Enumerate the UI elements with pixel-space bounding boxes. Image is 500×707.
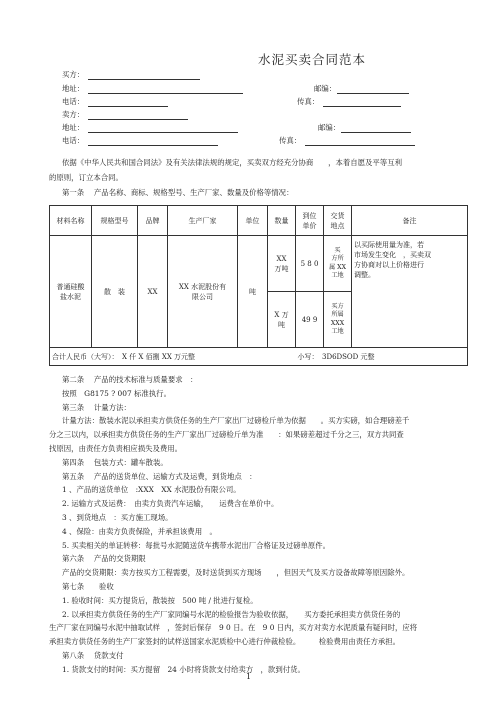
body-line: 2. 以承担卖方供货任务的生产厂家同编号水泥的检验报告为验收依据， 买方委托承担卖方供货任务的 [62, 609, 401, 619]
cell-row2-price: 49 9 [296, 292, 324, 348]
body-line: 产品的交货期限：卖方按买方工程需要，及时送货到买方现场 ，但因天气及买方设备故障等原因除外。 [62, 568, 410, 578]
preamble-line-1: 依据《中华人民共和国合同法》及有关法律法规的规定，买卖双方经充分协商 ，本着自愿及平等互利 [62, 158, 402, 167]
buyer-phone-blank [88, 106, 168, 107]
seller-phone-label: 电话： [62, 136, 85, 145]
seller-fax-label: 传真： [279, 136, 302, 145]
seller-fax-blank [305, 145, 415, 146]
buyer-postcode-label: 邮编： [314, 84, 337, 93]
product-table [49, 205, 468, 366]
header-price: 到位 单价 [296, 206, 324, 236]
cell-row1-place: 买 方所 属 XX 工地 [324, 236, 352, 292]
body-line: 找原因，由责任方负责相应损失及费用。 [49, 444, 183, 453]
body-line: 生产厂家在同编号水泥中抽取试样 ，签封后保存 9 0 日。在 9 0 日内，买方对卖方水泥质量有疑问时，应将 [49, 623, 418, 633]
seller-postcode-blank [341, 132, 411, 133]
header-brand: 品牌 [138, 206, 168, 236]
body-line: 第六条 产品的交货期限 [62, 554, 146, 564]
body-line: 1 、产品的送货单位 :XXX XX 水泥股份有限公司。 [62, 485, 241, 495]
body-line: 2. 运输方式及运费： 由卖方负责汽车运输， 运费含在单价中。 [62, 499, 279, 509]
buyer-address-blank [88, 93, 243, 94]
body-line: 3 、到货地点 ：买方施工现场。 [62, 513, 173, 522]
total-lowercase: 小写： 3D6DSOD 元整 [296, 348, 468, 366]
cell-spec: 散 装 [92, 236, 138, 348]
body-line: 第五条 产品的送货单位、运输方式及运费，到货地点 ： [62, 471, 257, 481]
cell-brand: XX [138, 236, 168, 348]
table-header-row [50, 206, 468, 236]
body-line: 分之三以内，以承担卖方供货任务的生产厂家出厂过磅检斤单为准 ：如果磅差超过千分之三，双方共同查 [49, 430, 404, 440]
cell-manufacturer: XX 水泥股份有 限公司 [168, 236, 238, 348]
cell-row1-price: 5 8 0 [296, 236, 324, 292]
cell-row1-quantity: XX 万吨 [268, 236, 296, 292]
body-line: 1. 验收时间：买方提货后，散装按 500 吨 / 批进行复检。 [62, 595, 258, 605]
seller-postcode-label: 邮编： [318, 123, 341, 132]
body-line: 第八条 货款支付 [62, 651, 124, 660]
buyer-phone-label: 电话： [62, 97, 85, 106]
cell-material: 普通硅酸 盐水泥 [50, 236, 92, 348]
header-unit: 单位 [238, 206, 268, 236]
seller-address-blank [88, 132, 238, 133]
body-line: 承担卖方供货任务的生产厂家签封的试样送国家水泥质检中心进行仲裁检验。 检验费用由责任方承担。 [49, 637, 401, 647]
buyer-address-label: 地址： [62, 84, 85, 93]
buyer-blank [88, 79, 200, 80]
total-uppercase: 合计人民币（大写）： X 仟 X 佰捌 XX 万元整 [50, 348, 296, 366]
body-line: 5. 买卖相关的单证转移：每批号水泥随送货车携带水泥出厂合格证及过磅单原件。 [62, 540, 331, 550]
seller-label: 卖方： [62, 110, 85, 119]
page-number: 1 [246, 672, 252, 681]
cell-unit: 吨 [238, 236, 268, 348]
body-line: 第四条 包装方式：罐车散装。 [62, 457, 168, 467]
seller-blank [88, 119, 188, 120]
body-line: 1. 货款支付的时间：买方提留 24 小时将货款支付给卖方 ，款到付货。 [62, 664, 305, 674]
buyer-postcode-blank [337, 93, 409, 94]
buyer-fax-blank [323, 106, 401, 107]
cell-remark: 以买际使用量为准，若 市场发生变化 ，买卖双 方协商对以上价格进行 调整。 [352, 236, 468, 348]
seller-phone-blank [88, 145, 218, 146]
header-quantity: 数量 [268, 206, 296, 236]
body-line: 4 、保险：由卖方负责保险，并承担该费用 。 [62, 526, 217, 536]
seller-address-label: 地址： [62, 123, 85, 132]
header-spec: 规格型号 [92, 206, 138, 236]
header-manufacturer: 生产厂家 [168, 206, 238, 236]
body-line: 计量方法：散装水泥以承担卖方供货任务的生产厂家出厂过磅检斤单为依据 。买方实磅，如合理磅差千 [62, 416, 410, 426]
document-title: 水泥买卖合同范本 [258, 52, 367, 67]
table-row [50, 236, 468, 292]
cell-row2-place: 买方 所属 XXX 工地 [324, 292, 352, 348]
buyer-label: 买方： [62, 70, 85, 79]
buyer-fax-label: 传真： [297, 97, 320, 106]
table-total-row [50, 348, 468, 366]
header-material: 材料名称 [50, 206, 92, 236]
body-line: 按照 G8175 ? 007 标准执行。 [62, 388, 171, 398]
body-line: 第二条 产品的技术标准与质量要求 ： [62, 375, 198, 384]
cell-row2-quantity: X 万 吨 [268, 292, 296, 348]
article-1-heading: 第一条 产品名称、商标、规格型号、生产厂家、数量及价格等情况： [62, 188, 294, 197]
header-delivery-place: 交货 地点 [324, 206, 352, 236]
body-line: 第三条 计量方法： [62, 402, 131, 412]
preamble-line-2: 的原则，订立本合同。 [49, 173, 123, 182]
header-remark: 备注 [352, 206, 468, 236]
body-line: 第七条 验收 [62, 582, 114, 591]
